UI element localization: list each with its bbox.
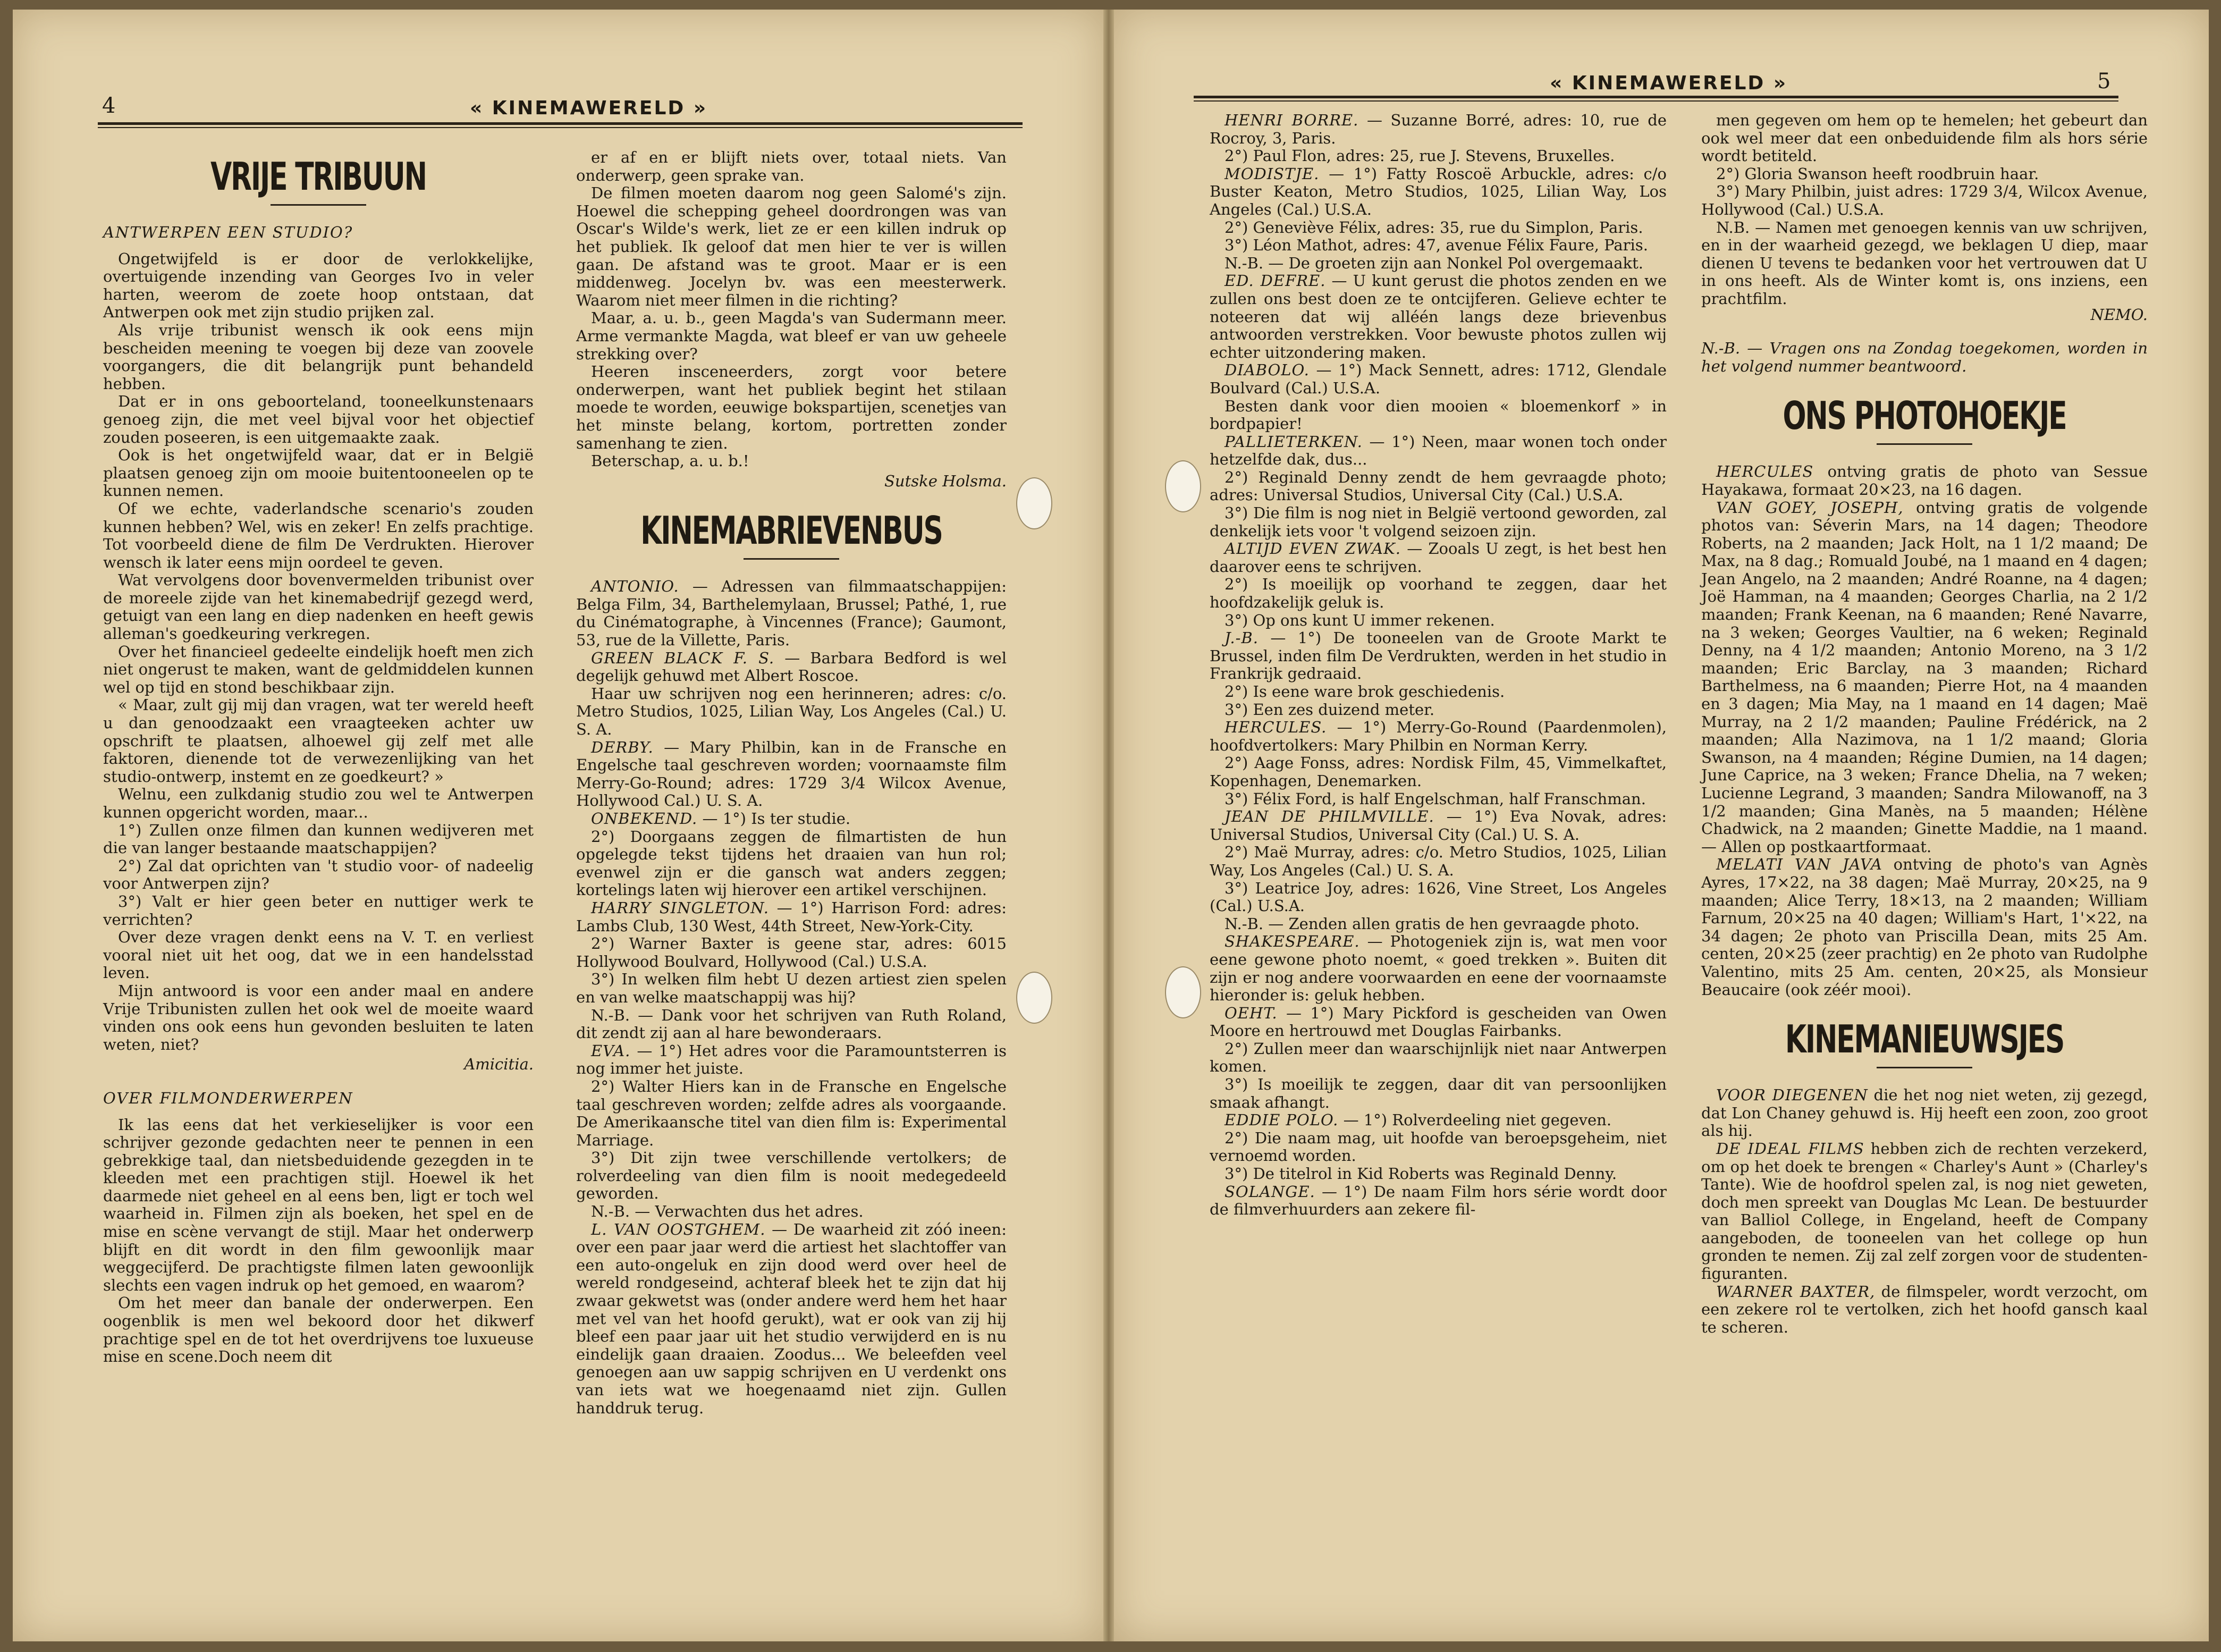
entry: [1701, 463, 2148, 499]
entry-text: Haar uw schrijven nog een herinneren; adres: c/o. Metro Studios, 1025, Lilian Way, Los Angeles (Cal.) U. S. A.: [576, 684, 1007, 739]
entry-name: ONBEKEND.: [591, 810, 698, 828]
paragraph: Heeren insceneerders, zorgt voor betere onderwerpen, want het publiek begint het stilaan moede te worden, eeuwige bokspartijen, scenetjes van het minste belang, kortom, portretten zonder samenhang te zien.: [576, 363, 1007, 452]
section-body: [576, 149, 1007, 470]
entry-name: HERCULES: [1716, 462, 1814, 481]
entry-name: VOOR DIEGENEN: [1716, 1086, 1868, 1105]
right-page: [1114, 10, 2209, 1641]
punch-hole: [1165, 460, 1201, 512]
entry-name: HERCULES.: [1224, 718, 1327, 737]
entry: [1210, 1040, 1667, 1076]
entry: [1210, 469, 1667, 504]
entry-text: 3°) In welken film hebt U dezen artiest zien spelen en van welke maatschappij was hij?: [576, 970, 1007, 1006]
entry: [1210, 219, 1667, 237]
entry: [1210, 398, 1667, 433]
entry-text: 2°) Is eene ware brok geschiedenis.: [1224, 682, 1505, 701]
entry-text: — 1°) De tooneelen van de Groote Markt te Brussel, inden film De Verdrukten, werden in het studio in Frankrijk gedraaid.: [1210, 629, 1667, 683]
photo-list: [1701, 463, 2148, 999]
entry-text: — 1°) Het adres voor die Paramountsterren is nog immer het juiste.: [576, 1041, 1007, 1078]
entry: [1210, 1076, 1667, 1111]
entry-text: 2°) Walter Hiers kan in de Fransche en Engelsche taal geschreven worden; zelfde adres als voorgaande. De Amerikaansche titel van dien film is: Experimental Marriage.: [576, 1077, 1007, 1149]
entry-text: 2°) Die naam mag, uit hoofde van beroepsgeheim, niet vernoemd worden.: [1210, 1128, 1667, 1165]
entry-text: — 1°) Mack Sennett, adres: 1712, Glendale Boulvard (Cal.) U.S.A.: [1210, 361, 1667, 397]
page-number: 4: [102, 94, 116, 118]
header-rule: [1194, 96, 2118, 102]
entry: [1701, 499, 2148, 856]
entry: [1701, 219, 2148, 308]
paragraph: Mijn antwoord is voor een ander maal en andere Vrije Tribunisten zullen het ook wel de moeite waard vinden ons ook eens hun gevonden besluiten te laten weten, niet?: [103, 981, 534, 1053]
title-divider: [271, 204, 366, 206]
paragraph: Om het meer dan banale der onderwerpen. Een oogenblik is men wel bekoord door het dikwerf prachtige spel en de tot het overdrijvens toe luxueuse mise en scene.Doch neem dit: [103, 1294, 534, 1366]
entry: [1210, 915, 1667, 933]
entry: [576, 578, 1007, 649]
entry-text: N.B. — Namen met genoegen kennis van uw schrijven, en in der waarheid gezegd, we beklagen U diep, maar dienen U tevens te bedanken voor het vertrouwen dat U in ons heeft. Als de Winter komt is, ons inziens, een prachtfilm.: [1701, 218, 2148, 308]
entry-text: N.-B. — Verwachten dus het adres.: [591, 1202, 864, 1221]
entry-text: 2°) Gloria Swanson heeft roodbruin haar.: [1716, 164, 2039, 183]
notice: N.-B. — Vragen ons na Zondag toegekomen, worden in het volgend nummer beantwoord.: [1701, 339, 2148, 375]
entry-text: — 1°) De naam Film hors série wordt door de filmverhuurders aan zekere fil-: [1210, 1182, 1667, 1219]
paragraph: Ook is het ongetwijfeld waar, dat er in België plaatsen genoeg zijn om mooie buitentooneelen op te kunnen nemen.: [103, 446, 534, 500]
entry: [1210, 880, 1667, 915]
entry-name: SHAKESPEARE.: [1224, 932, 1360, 951]
entry-text: 3°) Dit zijn twee verschillende vertolkers; de rolverdeeling van dien film is nooit medegedeeld geworden.: [576, 1149, 1007, 1203]
entry: [1210, 933, 1667, 1004]
entry-name: HARRY SINGLETON.: [591, 898, 769, 917]
entry: [1210, 790, 1667, 808]
entry-text: 3°) Leatrice Joy, adres: 1626, Vine Street, Los Angeles (Cal.) U.S.A.: [1210, 879, 1667, 915]
entry: [1210, 1165, 1667, 1183]
entry-text: — U kunt gerust die photos zenden en we zullen ons best doen ze te ontcijferen. Gelieve echter te noteeren dat wij alléén langs deze brievenbus antwoorden verstrekken. Voor bewuste photos zullen wij echter uitzondering maken.: [1210, 272, 1667, 361]
paragraph: Ik las eens dat het verkieselijker is voor een schrijver gezonde gedachten neer te pennen in een gebrekkige taal, dan nietsbeduidende gezegden in te kleeden met een prachtigen stijl. Hoewel ik het daarmede niet geheel en al eens ben, ligt er toch wel waarheid in. Filmen zijn als boeken, het spel en de mise en scène vervangt de stijl. Maar het onderwerp blijft en dit wordt in den film gewoonlijk maar weggecijferd. De prachtigste filmen laten gewoonlijk slechts een vagen indruk op het gemoed, en waarom?: [103, 1115, 534, 1294]
entry: [576, 1007, 1007, 1042]
ons-photohoekje-title: ONS PHOTOHOEKJE: [1783, 393, 2066, 439]
header-rule: [98, 122, 1023, 128]
entry: [1701, 1140, 2148, 1283]
entry: [1701, 112, 2148, 165]
entry-text: — 1°) Eva Novak, adres: Universal Studios, Universal City (Cal.) U. S. A.: [1210, 807, 1667, 844]
entry-text: 3°) Is moeilijk te zeggen, daar dit van persoonlijken smaak afhangt.: [1210, 1075, 1667, 1111]
entry-name: DE IDEAL FILMS: [1716, 1139, 1864, 1158]
entry: [1701, 1086, 2148, 1140]
entry-name: L. VAN OOSTGHEM.: [591, 1220, 766, 1238]
title-divider: [1877, 443, 1972, 445]
page-number: 5: [2097, 69, 2111, 94]
paragraph: 2°) Zal dat oprichten van 't studio voor- of nadeelig voor Antwerpen zijn?: [103, 856, 534, 893]
paragraph: Dat er in ons geboorteland, tooneelkunstenaars genoeg zijn, die met veel bijval voor het objectief zouden poseeren, is een uitgemaakte zaak.: [103, 392, 534, 446]
entry-text: — 1°) Neen, maar wonen toch onder hetzelfde dak, dus...: [1210, 432, 1667, 469]
entry: [1210, 255, 1667, 273]
paragraph: Maar, a. u. b., geen Magda's van Sudermann meer. Arme vermankte Magda, wat bleef er van uw geheele strekking over?: [576, 309, 1007, 363]
left-page: [13, 10, 1103, 1641]
title-divider: [1877, 1067, 1972, 1068]
entry: [1210, 719, 1667, 754]
entry: [1210, 1005, 1667, 1040]
entry: [1210, 433, 1667, 469]
entry: [1210, 1183, 1667, 1219]
entry-text: 2°) Geneviève Félix, adres: 35, rue du Simplon, Paris.: [1224, 218, 1643, 237]
entry-text: ontving gratis de photo van Sessue Hayakawa, formaat 20×23, na 16 dagen.: [1701, 462, 2148, 499]
entry-name: EVA.: [591, 1041, 631, 1060]
letters-list: [576, 578, 1007, 1417]
entry-name: ALTIJD EVEN ZWAK.: [1224, 540, 1401, 558]
signature: Amicitia.: [464, 1055, 534, 1074]
entry: [1210, 272, 1667, 361]
entry: [1701, 1283, 2148, 1337]
entry-text: 2°) Is moeilijk op voorhand te zeggen, daar het hoofdzakelijk geluk is.: [1210, 575, 1667, 612]
entry-name: SOLANGE.: [1224, 1182, 1315, 1201]
letters-list: [1210, 112, 1667, 1219]
entry-text: — Mary Philbin, kan in de Fransche en Engelsche taal geschreven worden; voornaamste film Merry-Go-Round; adres: 1729 3/4 Wilcox Avenue, Hollywood Cal.) U. S. A.: [576, 738, 1007, 810]
entry-text: men gegeven om hem op te hemelen; het gebeurt dan ook wel meer dat een onbeduidende film als hors série wordt betiteld.: [1701, 111, 2148, 165]
entry-name: DERBY.: [591, 738, 654, 756]
entry-name: MODISTJE.: [1224, 164, 1320, 183]
entry-text: ontving gratis de volgende photos van: Séverin Mars, na 14 dagen; Theodore Roberts, na 2 maanden; Jack Holt, na 1 1/2 maand; De Max, na 8 dag.; Romuald Joubé, na 1 maand en 4 dagen; Jean Angelo, na 2 maanden; André Roanne, na 4 dagen; Joë Hamman, na 4 maanden; Georges Charlia, na 2 1/2 maanden; Frank Keenan, na 6 maanden; René Navarre, na 3 weken; Georges Vaultier, na 6 weken; Reginald Denny, na 4 1/2 maanden; Antonio Moreno, na 3 1/2 maanden; Eric Barclay, na 3 maanden; Richard Barthelmess, na 6 maanden; Pierre Hot, na 4 maanden en 3 dagen; Mia May, na 1 maand en 14 dagen; Maë Murray, na 2 1/2 maanden; Pauline Frédérick, na 2 maanden; Alla Nazimova, na 1 1/2 maand; Gloria Swanson, na 4 maanden; Régine Dumien, na 14 dagen; June Caprice, na 3 weken; France Dhelia, na 7 weken; Lucienne Legrand, 3 maanden; Sandra Milowanoff, na 3 1/2 maanden; Gina Manès, na 5 maanden; Hélène Chadwick, na 2 maanden; Ginette Maddie, na 1 maand. — Allen op postkaartformaat.: [1701, 498, 2148, 856]
entry-text: 2°) Doorgaans zeggen de filmartisten de hun opgelegde tekst tijdens het draaien van hun rol; evenwel zijn er die gansch wat anders zeggen; kortelings laten wij hierover een artikel verschijnen.: [576, 827, 1007, 899]
entry-name: ED. DEFRE.: [1224, 272, 1326, 290]
entry: [1210, 1130, 1667, 1165]
kinemabrievenbus-title: KINEMABRIEVENBUS: [640, 508, 942, 553]
paragraph: 3°) Valt er hier geen beter en nuttiger werk te verrichten?: [103, 892, 534, 929]
running-header: « KINEMAWERELD »: [1550, 72, 1788, 94]
entry-name: HENRI BORRE.: [1224, 111, 1359, 129]
entry-text: die het nog niet weten, zij gezegd, dat Lon Chaney gehuwd is. Hij heeft een zoon, zoo groot als hij.: [1701, 1086, 2148, 1140]
entry: [576, 935, 1007, 971]
entry: [1210, 701, 1667, 719]
left-column-1: [103, 136, 534, 1366]
paragraph: Wat vervolgens door bovenvermelden tribunist over de moreele zijde van het kinemabedrijf gezegd werd, getuigt van een lang en diep nadenken en heeft gewis alleman's goedkeuring verkregen.: [103, 571, 534, 643]
entry-name: VAN GOEY, JOSEPH,: [1716, 498, 1904, 517]
entry-text: — 1°) Merry-Go-Round (Paardenmolen), hoofdvertolkers: Mary Philbin en Norman Kerry.: [1210, 718, 1667, 754]
signature: Sutske Holsma.: [884, 471, 1007, 490]
paragraph: Over deze vragen denkt eens na V. T. en verliest vooral niet uit het oog, dat we in een handelsstad leven.: [103, 928, 534, 982]
paragraph: Welnu, een zulkdanig studio zou wel te Antwerpen kunnen opgericht worden, maar...: [103, 785, 534, 821]
entry-text: 3°) Félix Ford, is half Engelschman, half Franschman.: [1224, 789, 1646, 808]
entry-name: EDDIE POLO.: [1224, 1111, 1339, 1130]
entry: [1701, 183, 2148, 218]
entry-text: 3°) Mary Philbin, juist adres: 1729 3/4, Wilcox Avenue, Hollywood (Cal.) U.S.A.: [1701, 182, 2148, 218]
vrije-tribuun-title: VRIJE TRIBUUN: [210, 154, 426, 199]
entry: [1210, 844, 1667, 879]
entry-name: OEHT.: [1224, 1004, 1278, 1022]
entry-text: — Adressen van filmmaatschappijen: Belga Film, 34, Barthelemylaan, Brussel; Pathé, 1, rue du Cinématographe, à Vincennes (France); Gaumont, 53, rue de la Villette, Paris.: [576, 577, 1007, 650]
entry: [1210, 576, 1667, 611]
entry-text: N.-B. — De groeten zijn aan Nonkel Pol overgemaakt.: [1224, 254, 1643, 272]
entry-text: 2°) Paul Flon, adres: 25, rue J. Stevens, Bruxelles.: [1224, 147, 1615, 165]
entry: [1701, 856, 2148, 999]
entry: [1210, 540, 1667, 576]
punch-hole: [1016, 477, 1052, 529]
entry: [1210, 361, 1667, 397]
left-column-2: [576, 149, 1007, 1417]
paragraph: Beterschap, a. u. b.!: [591, 452, 749, 470]
kinemanieuwsjes-title: KINEMANIEUWSJES: [1785, 1017, 2064, 1062]
section-body: [103, 250, 534, 1054]
entry: [576, 685, 1007, 739]
entry-text: 3°) Een zes duizend meter.: [1224, 700, 1435, 719]
title-divider: [744, 558, 839, 560]
entry-text: — Zooals U zegt, is het best hen daarover eens te schrijven.: [1210, 540, 1667, 576]
entry: [1210, 504, 1667, 540]
paragraph: Of we echte, vaderlandsche scenario's zouden kunnen hebben? Wel, wis en zeker! En zelfs prachtige. Tot voorbeeld diene de film De Verdrukten. Hierover wensch ik later eens mijn oordeel te geven.: [103, 499, 534, 571]
entry: [576, 971, 1007, 1006]
entry: [576, 739, 1007, 810]
entry: [576, 810, 1007, 828]
entry-text: de filmspeler, wordt verzocht, om een zekere rol te vertolken, zich het hoofd gansch kaal te scheren.: [1701, 1282, 2148, 1336]
entry-text: — Barbara Bedford is wel degelijk gehuwd met Albert Roscoe.: [576, 648, 1007, 685]
entry: [576, 899, 1007, 935]
entry-text: ontving de photo's van Agnès Ayres, 17×22, na 38 dagen; Maë Murray, 20×25, na 9 maanden; Alice Terry, 18×13, na 2 maanden; William Farnum, 20×25 na 40 dagen; William's Hart, 1'×22, na 34 dagen; 2e photo van Priscilla Dean, mits 25 Am. centen, 20×25 (zeer prachtig) en 2e photo van Rudolphe Valentino, mits 25 Am. centen, 20×25, als Monsieur Beaucaire (ook zéér mooi).: [1701, 855, 2148, 999]
section-body: [103, 1116, 534, 1366]
entry: [576, 1042, 1007, 1078]
entry: [1210, 237, 1667, 255]
entry-name: MELATI VAN JAVA: [1716, 855, 1882, 874]
entry-text: — 1°) Is ter studie.: [702, 810, 851, 828]
section-heading: ANTWERPEN EEN STUDIO?: [103, 223, 353, 241]
letters-list: [1701, 112, 2148, 308]
entry-text: hebben zich de rechten verzekerd, om op het doek te brengen « Charley's Aunt » (Charley's Tante). Wie de hoofdrol spelen zal, is nog niet geweten, doch men spreekt van Douglas Mc Lean. De bestuurder van Balliol College, in Engeland, heeft de Company aangeboden, de tooneelen van het college op hun gronden te nemen. Zij zal zelf zorgen voor de studenten-figuranten.: [1701, 1139, 2148, 1283]
entry-text: 2°) Maë Murray, adres: c/o. Metro Studios, 1025, Lilian Way, Los Angeles (Cal.) U. S. A.: [1210, 843, 1667, 879]
punch-hole: [1016, 972, 1052, 1024]
entry-text: — 1°) Harrison Ford: adres: Lambs Club, 130 West, 44th Street, New-York-City.: [576, 898, 1007, 935]
entry-text: — De waarheid zit zóó ineen: over een paar jaar werd die artiest het slachtoffer van een auto-ongeluk en zijn dood werd over heel de wereld rondgeseind, achteraf bleek het te zijn dat hij zwaar gekwetst was (onder andere werd hem het haar met vel van het hoofd gerukt), wat er ook van zij hij bleef een paar jaar uit het studio verwijderd en is nu eindelijk gaan draaien. Zoodus... We beleefden veel genoegen aan uw sappig schrijven en U verdenkt ons van iets wat we hoegenaamd niet zijn. Gullen handdruk terug.: [576, 1220, 1007, 1417]
section-heading: OVER FILMONDERWERPEN: [103, 1089, 353, 1107]
entry: [576, 650, 1007, 685]
entry: [1210, 612, 1667, 630]
entry-text: 3°) De titelrol in Kid Roberts was Reginald Denny.: [1224, 1165, 1617, 1183]
entry: [576, 1149, 1007, 1203]
entry: [576, 828, 1007, 899]
entry-text: — Suzanne Borré, adres: 10, rue de Rocroy, 3, Paris.: [1210, 111, 1667, 147]
entry-text: N.-B. — Zenden allen gratis de hen gevraagde photo.: [1224, 914, 1640, 933]
entry-text: Besten dank voor dien mooien « bloemenkorf » in bordpapier!: [1210, 397, 1667, 433]
entry-text: — 1°) Fatty Roscoë Arbuckle, adres: c/o Buster Keaton, Metro Studios, 1025, Lilian Way, Los Angeles (Cal.) U.S.A.: [1210, 164, 1667, 218]
entry: [1701, 165, 2148, 183]
paragraph: er af en er blijft niets over, totaal niets. Van onderwerp, geen sprake van.: [576, 148, 1007, 184]
entry: [1210, 808, 1667, 844]
news-list: [1701, 1086, 2148, 1336]
entry: [576, 1221, 1007, 1418]
entry-text: 2°) Zullen meer dan waarschijnlijk niet naar Antwerpen komen.: [1210, 1039, 1667, 1076]
entry: [576, 1078, 1007, 1149]
entry-text: 3°) Léon Mathot, adres: 47, avenue Félix Faure, Paris.: [1224, 236, 1648, 255]
entry: [1210, 112, 1667, 147]
paragraph: Als vrije tribunist wensch ik ook eens mijn bescheiden meening te voegen bij deze van zoovele voorgangers, die dit belangrijk punt behandeld hebben.: [103, 321, 534, 393]
entry: [1210, 683, 1667, 701]
entry-text: N.-B. — Dank voor het schrijven van Ruth Roland, dit zendt zij aan al hare bewonderaars.: [576, 1006, 1007, 1042]
paragraph: Over het financieel gedeelte eindelijk hoeft men zich niet ongerust te maken, want de geldmiddelen kunnen wel op tijd en stond beschikbaar zijn.: [103, 642, 534, 696]
right-column-2: [1701, 112, 2148, 1336]
entry-text: — Photogeniek zijn is, wat men voor eene gewone photo noemt, « goed trekken ». Buiten dit zijn er nog andere voorwaarden en eene der voornaamste hieronder is: geluk hebben.: [1210, 932, 1667, 1005]
running-header: « KINEMAWERELD »: [470, 97, 708, 119]
page-gutter: [1103, 10, 1114, 1641]
entry-text: 3°) Die film is nog niet in België vertoond geworden, zal denkelijk iets voor 't volgend seizoen zijn.: [1210, 504, 1667, 540]
entry-text: — 1°) Mary Pickford is gescheiden van Owen Moore en hertrouwd met Douglas Fairbanks.: [1210, 1004, 1667, 1040]
entry-text: 3°) Op ons kunt U immer rekenen.: [1224, 611, 1495, 629]
paragraph: « Maar, zult gij mij dan vragen, wat ter wereld heeft u dan genoodzaakt een vraagteeken achter uw opschrift te plaatsen, alhoewel gij zelf met alle faktoren, dienende tot de verwezenlijking van het studio-ontwerp, instemt en ze goedkeurt? »: [103, 696, 534, 786]
entry-name: J.-B.: [1224, 629, 1259, 647]
entry: [1210, 165, 1667, 219]
punch-hole: [1165, 966, 1201, 1018]
entry: [1210, 754, 1667, 790]
entry-name: WARNER BAXTER,: [1716, 1282, 1876, 1301]
entry-text: — 1°) Rolverdeeling niet gegeven.: [1343, 1111, 1612, 1130]
entry-text: 2°) Reginald Denny zendt de hem gevraagde photo; adres: Universal Studios, Universal City (Cal.) U.S.A.: [1210, 468, 1667, 504]
entry-name: PALLIETERKEN.: [1224, 432, 1363, 451]
entry-name: ANTONIO.: [591, 577, 679, 596]
entry: [576, 1203, 1007, 1221]
right-column-1: [1210, 112, 1667, 1219]
signature: NEMO.: [2090, 305, 2148, 324]
entry-text: 2°) Aage Fonss, adres: Nordisk Film, 45, Vimmelkaftet, Kopenhagen, Denemarken.: [1210, 754, 1667, 790]
entry-name: JEAN DE PHILMVILLE.: [1224, 807, 1434, 826]
paragraph: De filmen moeten daarom nog geen Salomé's zijn. Hoewel die schepping geheel doordrongen was van Oscar's Wilde's werk, liet ze er een killen indruk op het publiek. Ik geloof dat men hier te ver is willen gaan. De afstand was te groot. Maar er is een middenweg. Jocelyn bv. was een meesterwerk. Waarom niet meer filmen in die richting?: [576, 184, 1007, 309]
entry-name: DIABOLO.: [1224, 361, 1310, 380]
paragraph: Ongetwijfeld is er door de verlokkelijke, overtuigende inzending van Georges Ivo in veler harten, weerom de zoete hoop ontstaan, dat Antwerpen ook met zijn studio prijken zal.: [103, 249, 534, 322]
entry: [1210, 629, 1667, 683]
paragraph: 1°) Zullen onze filmen dan kunnen wedijveren met die van langer bestaande maatschappijen?: [103, 821, 534, 857]
entry: [1210, 1111, 1667, 1130]
entry-text: 2°) Warner Baxter is geene star, adres: 6015 Hollywood Boulvard, Hollywood (Cal.) U.S.A.: [576, 934, 1007, 971]
entry-name: GREEN BLACK F. S.: [591, 648, 775, 667]
entry: [1210, 147, 1667, 165]
